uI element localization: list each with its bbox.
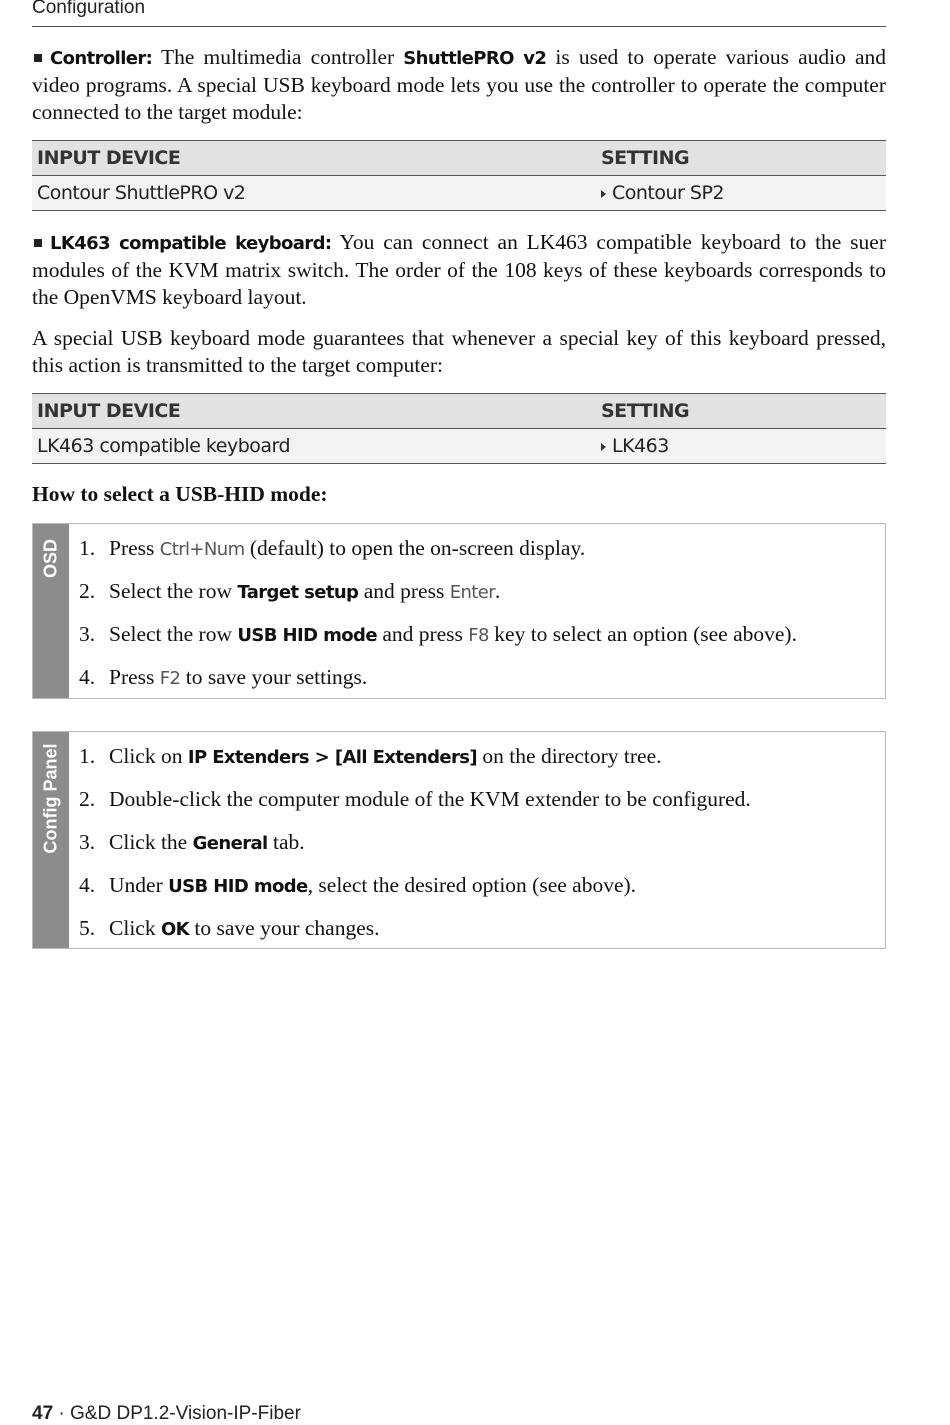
table-row xyxy=(32,429,886,464)
table-header-row xyxy=(32,394,886,429)
osd-steps-list xyxy=(69,524,885,698)
lk463-label: LK463 compatible keyboard: xyxy=(50,233,332,254)
column-header-input-device: INPUT DEVICE xyxy=(32,141,601,176)
table-row xyxy=(32,176,886,211)
page-header xyxy=(32,0,886,27)
list-item: 4. Press F2 to save your settings. xyxy=(79,665,368,689)
controller-table xyxy=(32,140,886,211)
controller-device: ShuttlePRO v2 xyxy=(403,48,547,69)
lk463-paragraph-2: A special USB keyboard mode guarantees that whenever a special key of this keyboard pressed, this action is transmitted to the target computer: xyxy=(32,326,886,377)
list-item: 5. Click OK to save your changes. xyxy=(79,916,380,940)
bullet-icon xyxy=(34,54,42,62)
page-footer: 47 · G&D DP1.2-Vision-IP-Fiber xyxy=(32,1403,301,1424)
list-item: 3. Select the row USB HID mode and press F8 key to select an option (see above). xyxy=(79,622,797,646)
config-panel-steps-box xyxy=(32,731,886,949)
controller-paragraph: Controller: The multimedia controller ShuttlePRO v2 is used to operate various audio and video programs. A special USB keyboard mode lets you use the controller to operate the computer connected to the target module: xyxy=(32,45,886,124)
cell-setting: Contour SP2 xyxy=(601,176,886,211)
list-item: 2. Select the row Target setup and press Enter. xyxy=(79,579,501,603)
list-item: 1. Press Ctrl+Num (default) to open the on-screen display. xyxy=(79,536,586,560)
cell-setting: LK463 xyxy=(601,429,886,464)
page-number: 47 xyxy=(32,1403,54,1424)
table-header-row xyxy=(32,141,886,176)
column-header-setting: SETTING xyxy=(601,141,886,176)
header-title: Configuration xyxy=(32,0,146,18)
osd-steps-box xyxy=(32,523,886,699)
column-header-input-device: INPUT DEVICE xyxy=(32,394,601,429)
bullet-icon xyxy=(34,239,42,247)
config-steps-list xyxy=(69,732,885,948)
list-item: 4. Under USB HID mode, select the desired option (see above). xyxy=(79,873,637,897)
lk463-paragraph: LK463 compatible keyboard: You can connect an LK463 compatible keyboard to the suer modules of the KVM matrix switch. The order of the 108 keys of these keyboards corresponds to the OpenVMS keyboard layout. xyxy=(32,230,886,309)
lk463-table xyxy=(32,393,886,464)
page-content xyxy=(32,44,886,949)
triangle-right-icon xyxy=(601,443,606,451)
osd-side-label: OSD xyxy=(33,524,69,698)
cell-input-device: Contour ShuttlePRO v2 xyxy=(32,176,601,211)
howto-heading: How to select a USB-HID mode: xyxy=(32,482,328,506)
column-header-setting: SETTING xyxy=(601,394,886,429)
triangle-right-icon xyxy=(601,190,606,198)
list-item: 1. Click on IP Extenders > [All Extenders] on the directory tree. xyxy=(79,744,662,768)
footer-title: G&D DP1.2-Vision-IP-Fiber xyxy=(70,1403,301,1424)
list-item: 3. Click the General tab. xyxy=(79,830,305,854)
config-panel-side-label: Config Panel xyxy=(33,732,69,948)
cell-input-device: LK463 compatible keyboard xyxy=(32,429,601,464)
controller-label: Controller: xyxy=(50,48,153,69)
list-item: 2. Double-click the computer module of the KVM extender to be configured. xyxy=(79,787,751,811)
